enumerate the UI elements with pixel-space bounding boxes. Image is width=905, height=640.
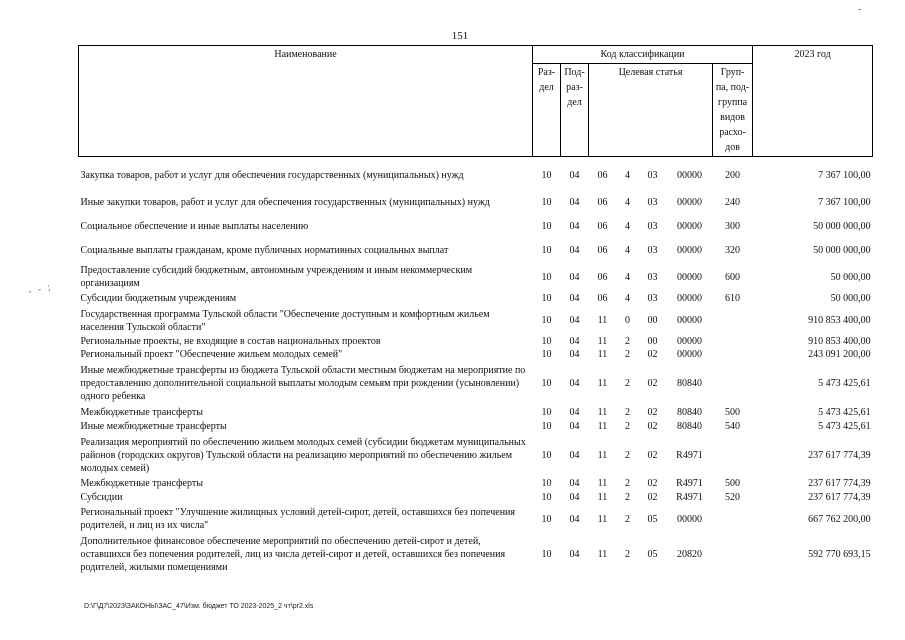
row-code-vr: 240 [725, 196, 741, 208]
row-amount: 237 617 774,39 [808, 449, 871, 461]
row-code-cs2: 2 [625, 377, 630, 389]
header-section: Раз- дел [533, 64, 561, 157]
header-expense-group: Груп- па, под- группа видов расхо- дов [713, 64, 753, 157]
row-name: Межбюджетные трансферты [80, 406, 203, 418]
row-code-rz: 10 [541, 220, 552, 232]
row-code-vr: 540 [725, 420, 741, 432]
row-code-pr: 04 [569, 170, 580, 181]
row-code-cs3: 02 [647, 349, 658, 360]
corner-mark: - [858, 4, 862, 15]
row-code-pr: 04 [569, 548, 580, 560]
row-amount: 592 770 693,15 [808, 548, 871, 560]
row-code-cs1: 06 [597, 293, 608, 304]
row-code-rz: 10 [541, 377, 552, 389]
table-row [79, 189, 873, 215]
row-code-cs4: 20820 [677, 548, 702, 560]
row-code-cs3: 02 [647, 449, 658, 461]
row-code-pr: 04 [569, 420, 580, 432]
row-amount: 7 367 100,00 [818, 170, 871, 181]
row-code-vr: 520 [725, 492, 741, 503]
row-code-cs1: 11 [597, 349, 608, 360]
row-code-rz: 10 [541, 548, 552, 560]
row-code-vr: 600 [725, 271, 741, 283]
row-code-vr: 500 [725, 478, 741, 489]
row-code-cs3: 03 [647, 196, 658, 208]
row-code-cs3: 00 [647, 336, 658, 347]
row-code-pr: 04 [569, 349, 580, 360]
table-row [79, 162, 873, 189]
stray-marks: - - ; [27, 281, 54, 298]
row-code-cs2: 4 [625, 271, 630, 283]
header-target-article: Целевая статья [589, 64, 713, 157]
header-classification-code: Код классификации [533, 46, 753, 64]
row-code-cs3: 05 [647, 548, 658, 560]
row-code-rz: 10 [541, 170, 552, 181]
row-code-rz: 10 [541, 244, 552, 256]
row-code-cs3: 03 [647, 244, 658, 256]
row-code-cs2: 4 [625, 170, 630, 181]
row-name: Иные закупки товаров, работ и услуг для обеспечения государственных (муниципальных) нужд [80, 196, 490, 208]
row-code-rz: 10 [541, 315, 552, 326]
row-code-cs3: 02 [647, 420, 658, 432]
page-number: 151 [451, 30, 469, 42]
row-code-rz: 10 [541, 271, 552, 283]
row-code-cs4: 80840 [677, 406, 702, 418]
row-code-cs1: 06 [597, 271, 608, 283]
row-code-vr [713, 306, 753, 335]
table-row [79, 215, 873, 237]
row-code-cs4: 00000 [677, 315, 702, 326]
header-subsection: Под- раз- дел [561, 64, 589, 157]
row-code-cs2: 2 [625, 449, 630, 461]
row-code-rz: 10 [541, 196, 552, 208]
row-code-cs3: 03 [647, 271, 658, 283]
row-code-vr [713, 348, 753, 361]
table-row [79, 263, 873, 291]
row-code-cs3: 00 [647, 315, 658, 326]
row-name: Субсидии [80, 492, 123, 503]
row-name: Закупка товаров, работ и услуг для обеспечения государственных (муниципальных) нужд [80, 170, 464, 181]
row-amount: 237 617 774,39 [808, 478, 871, 489]
table-row [79, 335, 873, 348]
row-code-vr: 320 [725, 244, 741, 256]
row-code-cs3: 02 [647, 377, 658, 389]
table-row [79, 433, 873, 477]
table-row [79, 306, 873, 335]
row-amount: 5 473 425,61 [818, 377, 871, 389]
header-row-1 [79, 46, 873, 64]
row-code-vr [713, 505, 753, 533]
row-code-vr: 500 [725, 406, 741, 418]
row-code-cs1: 11 [597, 513, 608, 525]
row-code-pr: 04 [569, 513, 580, 525]
row-code-cs1: 11 [597, 406, 608, 418]
table-body [79, 157, 873, 576]
row-code-vr [713, 533, 753, 575]
row-code-cs3: 02 [647, 478, 658, 489]
row-code-rz: 10 [541, 449, 552, 461]
row-code-cs1: 11 [597, 449, 608, 461]
row-code-cs4: 00000 [677, 271, 702, 283]
row-amount: 50 000 000,00 [813, 220, 871, 232]
row-code-cs2: 2 [625, 548, 630, 560]
row-amount: 7 367 100,00 [818, 196, 871, 208]
row-code-cs3: 03 [647, 220, 658, 232]
row-name: Иные межбюджетные трансферты из бюджета Тульской области местным бюджетам на мероприятие по предоставлению дополнительной социальной выплаты молодым семьям при рождении (усыновлении) одного ребенка [80, 364, 526, 402]
row-name: Реализация мероприятий по обеспечению жильем молодых семей (субсидии бюджетам муниципальных районов (городских округов) Тульской области на реализацию мероприятий по обеспечению жильем молодых семей) [80, 436, 526, 474]
row-amount: 243 091 200,00 [808, 349, 871, 360]
row-amount: 50 000,00 [830, 293, 871, 304]
row-code-cs2: 0 [625, 315, 630, 326]
row-code-rz: 10 [541, 513, 552, 525]
row-code-pr: 04 [569, 244, 580, 256]
table-row [79, 490, 873, 505]
row-amount: 5 473 425,61 [818, 420, 871, 432]
row-name: Субсидии бюджетным учреждениям [80, 293, 237, 304]
row-code-cs2: 4 [625, 196, 630, 208]
row-code-cs4: R4971 [676, 492, 703, 503]
row-code-cs1: 06 [597, 196, 608, 208]
row-code-cs1: 11 [597, 420, 608, 432]
row-code-pr: 04 [569, 293, 580, 304]
row-code-cs1: 06 [597, 244, 608, 256]
row-code-cs2: 2 [625, 406, 630, 418]
row-code-cs1: 11 [597, 548, 608, 560]
row-amount: 910 853 400,00 [808, 315, 871, 326]
table-row [79, 477, 873, 490]
row-code-pr: 04 [569, 315, 580, 326]
row-code-cs2: 2 [625, 420, 630, 432]
table-row [79, 505, 873, 533]
row-code-pr: 04 [569, 271, 580, 283]
row-amount: 50 000,00 [830, 271, 871, 283]
row-code-pr: 04 [569, 196, 580, 208]
row-name: Государственная программа Тульской области "Обеспечение доступным и комфортным жильем населения Тульской области" [80, 308, 490, 333]
row-code-pr: 04 [569, 220, 580, 232]
row-code-cs4: 00000 [677, 196, 702, 208]
row-code-cs4: 00000 [677, 293, 702, 304]
table-row [79, 348, 873, 361]
row-code-rz: 10 [541, 336, 552, 347]
row-code-cs4: R4971 [676, 449, 703, 461]
row-code-cs4: 00000 [677, 244, 702, 256]
row-code-pr: 04 [569, 492, 580, 503]
row-code-cs4: 00000 [677, 349, 702, 360]
row-code-rz: 10 [541, 349, 552, 360]
row-code-cs1: 06 [597, 170, 608, 181]
row-code-cs2: 4 [625, 293, 630, 304]
table-row [79, 533, 873, 575]
row-name: Региональный проект "Обеспечение жильем молодых семей" [80, 349, 343, 360]
row-name: Дополнительное финансовое обеспечение мероприятий по обеспечению детей-сирот и детей, оставшихся без попечения родителей, лиц из числа детей-сирот и детей, оставшихся без попечения родителей, жилыми помещениями [80, 535, 506, 573]
row-name: Региональный проект "Улучшение жилищных условий детей-сирот, детей, оставшихся без попечения родителей, и лиц из их числа" [80, 507, 515, 531]
row-code-cs1: 11 [597, 315, 608, 326]
row-name: Межбюджетные трансферты [80, 478, 203, 489]
row-code-pr: 04 [569, 478, 580, 489]
row-code-pr: 04 [569, 406, 580, 418]
row-code-cs2: 4 [625, 244, 630, 256]
row-code-vr: 300 [725, 220, 741, 232]
row-code-pr: 04 [569, 336, 580, 347]
row-code-vr [713, 433, 753, 477]
row-code-vr: 610 [725, 293, 741, 304]
row-code-cs3: 03 [647, 293, 658, 304]
row-amount: 50 000 000,00 [813, 244, 871, 256]
row-amount: 237 617 774,39 [808, 492, 871, 503]
row-code-cs2: 2 [625, 513, 630, 525]
row-code-pr: 04 [569, 449, 580, 461]
row-code-pr: 04 [569, 377, 580, 389]
row-code-rz: 10 [541, 293, 552, 304]
table-row [79, 361, 873, 405]
row-amount: 910 853 400,00 [808, 336, 871, 347]
row-code-cs3: 05 [647, 513, 658, 525]
footer-file-path: D:\Г\Д7\2023\ЗАКОНЫ\ЗАС_47\Изм. бюджет ТО 2023-2025_2 чт\pr2.xls [84, 603, 314, 610]
row-code-cs4: 00000 [677, 336, 702, 347]
row-code-cs1: 11 [597, 492, 608, 503]
row-code-rz: 10 [541, 492, 552, 503]
row-code-cs4: 80840 [677, 377, 702, 389]
row-name: Региональные проекты, не входящие в состав национальных проектов [80, 336, 381, 347]
row-code-vr: 200 [725, 170, 741, 181]
row-code-cs2: 2 [625, 349, 630, 360]
row-code-cs4: 80840 [677, 420, 702, 432]
row-code-cs3: 03 [647, 170, 658, 181]
row-code-vr [713, 335, 753, 348]
row-code-vr [713, 361, 753, 405]
row-code-rz: 10 [541, 406, 552, 418]
row-name: Предоставление субсидий бюджетным, автономным учреждениям и иным некоммерческим организациям [80, 265, 473, 289]
row-code-cs2: 2 [625, 478, 630, 489]
row-name: Социальные выплаты гражданам, кроме публичных нормативных социальных выплат [80, 244, 449, 256]
row-amount: 5 473 425,61 [818, 406, 871, 418]
table-row [79, 291, 873, 306]
row-code-cs1: 06 [597, 220, 608, 232]
budget-table [78, 45, 873, 575]
header-year: 2023 год [753, 46, 873, 157]
table-row [79, 405, 873, 419]
row-code-rz: 10 [541, 478, 552, 489]
row-code-cs4: 00000 [677, 220, 702, 232]
row-code-cs3: 02 [647, 406, 658, 418]
row-code-cs1: 11 [597, 478, 608, 489]
row-code-cs3: 02 [647, 492, 658, 503]
row-code-cs4: 00000 [677, 170, 702, 181]
row-code-cs4: 00000 [677, 513, 702, 525]
row-code-cs1: 11 [597, 377, 608, 389]
row-code-cs2: 2 [625, 336, 630, 347]
header-name: Наименование [79, 46, 533, 157]
row-name: Социальное обеспечение и иные выплаты населению [80, 220, 309, 232]
row-code-cs4: R4971 [676, 478, 703, 489]
row-code-cs2: 4 [625, 220, 630, 232]
row-amount: 667 762 200,00 [808, 513, 871, 525]
row-code-cs2: 2 [625, 492, 630, 503]
row-code-cs1: 11 [597, 336, 608, 347]
table-row [79, 419, 873, 433]
row-name: Иные межбюджетные трансферты [80, 420, 227, 432]
table-row [79, 237, 873, 263]
row-code-rz: 10 [541, 420, 552, 432]
